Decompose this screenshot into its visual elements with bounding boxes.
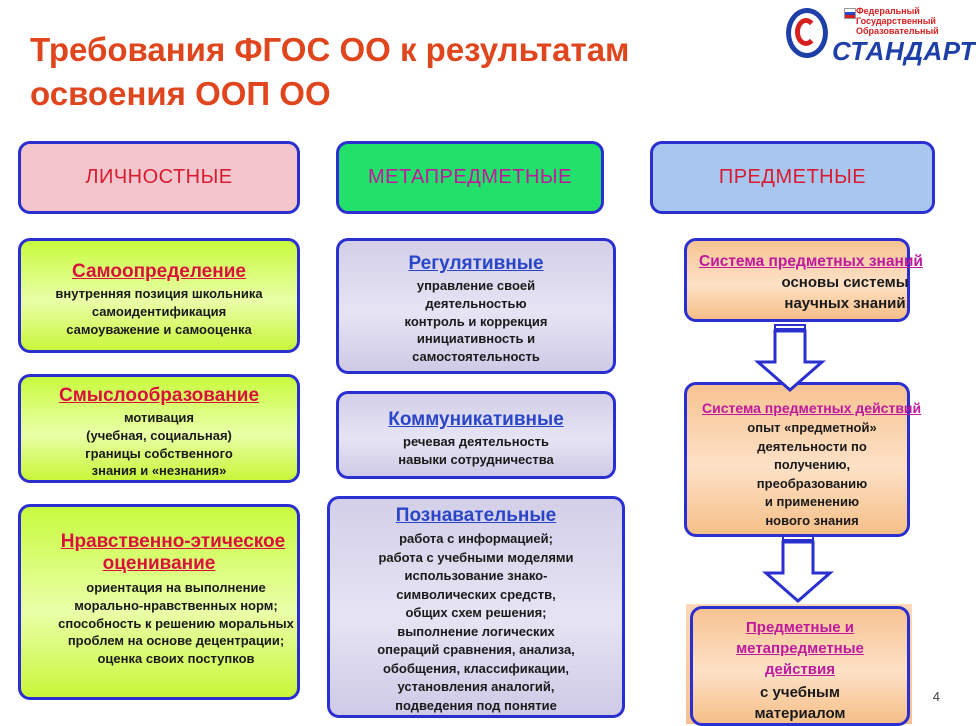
card-line: самоидентификация bbox=[91, 303, 227, 319]
card-line: деятельностью bbox=[425, 295, 527, 311]
card-line: преобразованию bbox=[756, 475, 868, 491]
title-line-1: Требования ФГОС ОО к результатам bbox=[30, 31, 630, 68]
card-title: Система предметных знаний bbox=[699, 253, 923, 270]
card-subject-meta-actions bbox=[690, 606, 910, 726]
card-title: Самоопределение bbox=[72, 261, 246, 282]
card-line: навыки сотрудничества bbox=[398, 451, 554, 467]
card-line: общих схем решения; bbox=[405, 605, 547, 620]
card-line: способность к решению моральных bbox=[58, 615, 294, 631]
card-line: работа с информацией; bbox=[399, 531, 553, 546]
down-arrow-icon bbox=[750, 322, 830, 394]
card-line: основы системы bbox=[781, 274, 909, 291]
card-line: контроль и коррекция bbox=[404, 313, 548, 329]
card-line: самостоятельность bbox=[412, 349, 540, 365]
card-line: управление своей bbox=[416, 278, 536, 293]
card-subject-knowledge bbox=[684, 238, 923, 322]
card-title: оценивание bbox=[102, 553, 216, 574]
card-title: действия bbox=[765, 661, 835, 678]
card-line: внутренняя позиция школьника bbox=[55, 286, 263, 301]
card-line: ориентация на выполнение bbox=[86, 580, 266, 595]
logo-line-3: Образовательный bbox=[856, 26, 939, 36]
card-line: нового знания bbox=[765, 512, 859, 528]
logo-word: СТАНДАРТ bbox=[832, 36, 976, 66]
card-subject-actions bbox=[684, 382, 922, 537]
card-line: оценка своих поступков bbox=[97, 651, 255, 667]
card-line: с учебным bbox=[760, 684, 840, 701]
card-title: Нравственно-этическое bbox=[60, 531, 286, 552]
down-arrow-icon bbox=[758, 533, 838, 605]
header-subject-label: ПРЕДМЕТНЫЕ bbox=[718, 166, 867, 188]
card-title: Смыслообразование bbox=[58, 385, 260, 406]
card-title: Предметные и bbox=[746, 619, 854, 636]
card-line: опыт «предметной» bbox=[747, 420, 877, 435]
card-title: Регулятивные bbox=[408, 253, 544, 274]
logo-line-2: Государственный bbox=[856, 16, 936, 26]
card-line: использование знако- bbox=[404, 568, 548, 583]
card-line: деятельности по bbox=[757, 438, 867, 454]
card-line: речевая деятельность bbox=[403, 434, 549, 449]
card-title: Познавательные bbox=[395, 505, 557, 526]
card-line: мотивация bbox=[123, 410, 195, 425]
card-line: операций сравнения, анализа, bbox=[377, 642, 575, 657]
card-line: границы собственного bbox=[85, 445, 233, 461]
card-title: Система предметных действий bbox=[702, 400, 922, 416]
card-line: и применению bbox=[764, 494, 860, 509]
card-line: обобщения, классификации, bbox=[382, 660, 570, 676]
page-number: 4 bbox=[932, 689, 940, 704]
title-line-2: освоения ООП ОО bbox=[30, 75, 331, 112]
card-line: инициативность и bbox=[416, 331, 536, 347]
header-personal-label: ЛИЧНОСТНЫЕ bbox=[85, 166, 233, 188]
card-line: проблем на основе децентрации; bbox=[67, 633, 285, 649]
card-title: метапредметные bbox=[736, 640, 864, 657]
card-line: выполнение логических bbox=[397, 623, 555, 639]
logo-line-1: Федеральный bbox=[856, 6, 920, 16]
card-line: морально-нравственных норм; bbox=[74, 597, 278, 613]
card-line: работа с учебными моделями bbox=[378, 549, 574, 565]
card-line: получению, bbox=[773, 457, 851, 472]
header-meta-label: МЕТАПРЕДМЕТНЫЕ bbox=[368, 166, 572, 188]
card-line: подведения под понятие bbox=[395, 697, 557, 713]
card-line: (учебная, социальная) bbox=[86, 427, 232, 443]
card-line: материалом bbox=[754, 705, 846, 722]
card-line: знания и «незнания» bbox=[91, 463, 227, 479]
card-line: установления аналогий, bbox=[397, 679, 555, 694]
card-line: самоуважение и самооценка bbox=[66, 321, 252, 337]
card-title: Коммуникативные bbox=[388, 409, 564, 430]
card-line: символических средств, bbox=[396, 586, 556, 602]
card-line: научных знаний bbox=[784, 295, 906, 312]
